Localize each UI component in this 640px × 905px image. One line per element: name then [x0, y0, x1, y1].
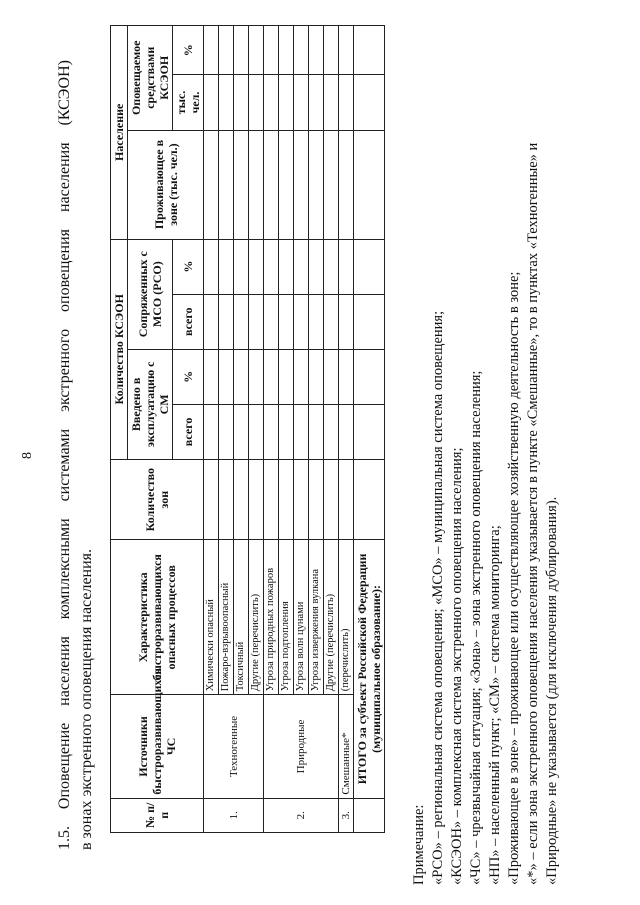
header-sources: Источники быстроразвивающихся ЧС	[111, 695, 204, 798]
header-coupled-total: всего	[173, 294, 204, 349]
header-coupled-percent: %	[173, 239, 204, 294]
page-number: 8	[20, 452, 35, 459]
header-population: Население	[111, 26, 128, 240]
item-characteristic: Другие (перечислить)	[249, 540, 264, 695]
header-num: № п/п	[111, 798, 204, 832]
item-characteristic: (перечислить)	[339, 540, 354, 695]
item-characteristic: Токсичный	[234, 540, 249, 695]
group-source: Смешанные*	[339, 695, 354, 798]
note-line: «КСЭОН» – комплексная система экстренного оповещения населения;	[449, 447, 465, 885]
note-line: «НП» – населенный пункт; «СМ» – система мониторинга;	[487, 525, 503, 885]
header-commissioned-percent: %	[173, 349, 204, 404]
note-line: «РСО» – региональная система оповещения; «МСО» – муниципальная система оповещения;	[430, 310, 446, 885]
note-line: «ЧС» – чрезвычайная ситуация; «Зона» – зона экстренного оповещения населения;	[468, 370, 484, 885]
kseon-table	[110, 25, 385, 833]
group-source: Природные	[264, 695, 339, 798]
group-num: 3.	[339, 798, 354, 832]
header-kseon-count: Количество КСЭОН	[111, 239, 128, 459]
group-source: Техногенные	[204, 695, 264, 798]
note-line: «*» – если зона экстренного оповещения населения указывается в пункте «Смешанные», то в пунктах «Техногенные» и	[525, 142, 541, 885]
header-coupled: Сопряженных с МСО (РСО)	[128, 239, 173, 349]
header-notified: Оповещаемое средствами КСЭОН	[128, 26, 173, 131]
header-zones-count: Количество зон	[111, 459, 204, 539]
item-characteristic: Угроза подтопления	[279, 540, 294, 695]
item-characteristic: Химически опасный	[204, 540, 219, 695]
header-notified-thousand: тыс. чел.	[173, 75, 204, 130]
total-row-label: ИТОГО за субъект Российской Федерации (муниципальное образование):	[354, 540, 385, 798]
item-characteristic: Другие (перечислить)	[324, 540, 339, 695]
notes-block	[410, 25, 562, 885]
note-line: «Природные» не указывается (для исключения дублирования).	[544, 496, 560, 885]
group-num: 1.	[204, 798, 264, 832]
notes-title: Примечание:	[411, 804, 427, 885]
header-commissioned: Введено в эксплуатацию с СМ	[128, 349, 173, 459]
group-num: 2.	[264, 798, 339, 832]
header-characteristic: Характеристика быстроразвивающихся опасных процессов	[111, 540, 204, 695]
item-characteristic: Пожаро-взрывоопасный	[219, 540, 234, 695]
header-notified-percent: %	[173, 26, 204, 75]
item-characteristic: Угроза природных пожаров	[264, 540, 279, 695]
note-line: «Проживающее в зоне» – проживающее или осуществляющее хозяйственную деятельность в зоне;	[506, 271, 522, 885]
section-heading-continuation: в зонах экстренного оповещения населения.	[78, 548, 95, 850]
header-living: Проживающее в зоне (тыс. чел.)	[128, 130, 204, 239]
item-characteristic: Угроза волн цунами	[294, 540, 309, 695]
header-commissioned-total: всего	[173, 404, 204, 459]
section-heading: 1.5. Оповещение населения комплексными системами экстренного оповещения населения (КСЭОН)	[56, 60, 73, 850]
item-characteristic: Угроза извержения вулкана	[309, 540, 324, 695]
